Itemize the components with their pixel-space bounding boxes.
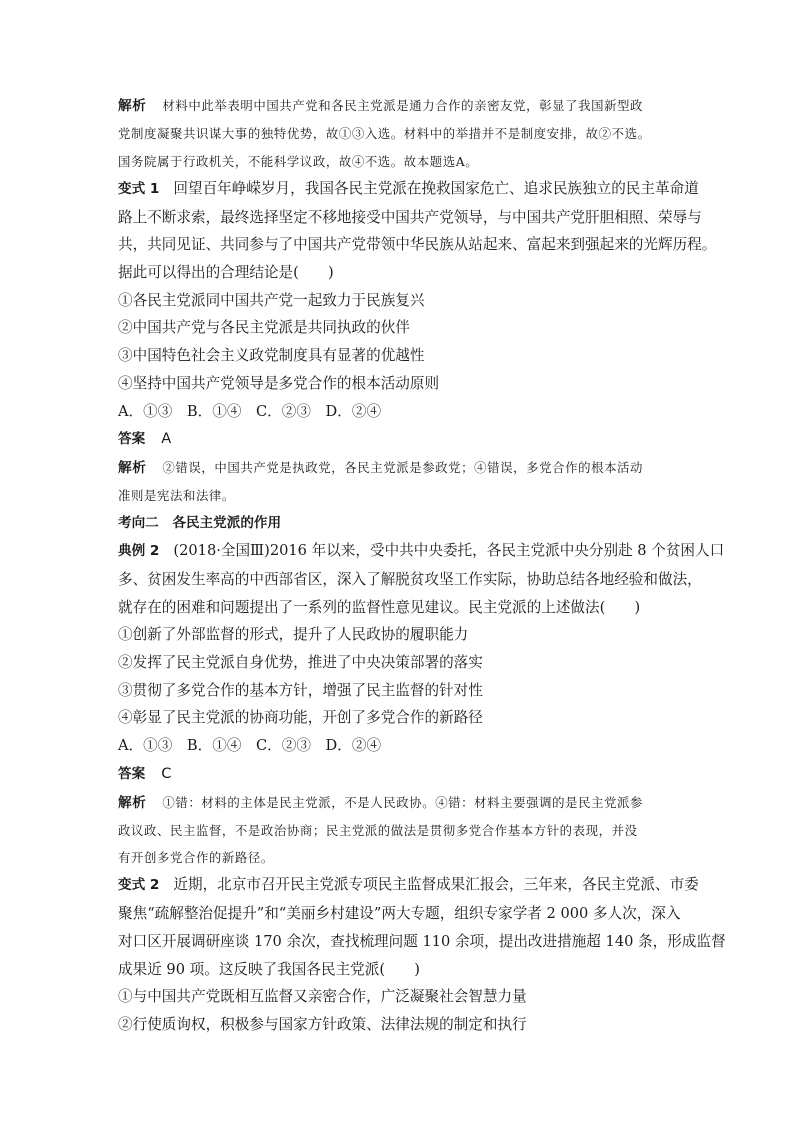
analysis-line: 解析 材料中此举表明中国共产党和各民主党派是通力合作的亲密友党，彰显了我国新型政 (118, 98, 644, 114)
answer-label: 答案 (118, 765, 146, 782)
option-item: ④彰显了民主党派的协商功能，开创了多党合作的新路径 (118, 709, 483, 727)
question-line: 聚焦“疏解整治促提升”和“美丽乡村建设”两大专题，组织专家学者 2 000 多人次，深入 (118, 905, 681, 923)
section-heading (118, 510, 688, 538)
option-item: ②发挥了民主党派自身优势，推进了中央决策部署的落实 (118, 654, 483, 672)
analysis-block-1 (118, 92, 688, 175)
example-label: 典例 2 (118, 543, 160, 560)
answer-label: 答案 (118, 431, 146, 448)
analysis-line: 政议政、民主监督，不是政治协商；民主党派的做法是贯彻多党合作基本方针的表现，并没 (118, 822, 638, 838)
choice-row: A．①③ B．①④ C．②③ D．②④ (118, 402, 382, 420)
option-item: ①与中国共产党既相互监督又亲密合作，广泛凝聚社会智慧力量 (118, 988, 527, 1006)
answer-value: A (161, 430, 172, 448)
option-item: ③贯彻了多党合作的基本方针，增强了民主监督的针对性 (118, 681, 483, 699)
variant-2-question (118, 871, 726, 1038)
document-page (118, 92, 726, 1039)
analysis-line: 准则是宪法和法律。 (118, 488, 235, 504)
variant-1-question (118, 175, 717, 454)
variant-1-analysis (118, 454, 688, 510)
question-line: 变式 2 近期，北京市召开民主党派专项民主监督成果汇报会，三年来，各民主党派、市委 (118, 876, 699, 894)
variant-label: 变式 2 (118, 877, 160, 894)
option-item: ④坚持中国共产党领导是多党合作的根本活动原则 (118, 374, 440, 392)
option-item: ①创新了外部监督的形式，提升了人民政协的履职能力 (118, 626, 469, 644)
question-line: 变式 1 回望百年峥嵘岁月，我国各民主党派在挽救国家危亡、追求民族独立的民主革命道 (118, 179, 699, 197)
answer-row (118, 425, 688, 454)
choice-row: A．①③ B．①④ C．②③ D．②④ (118, 737, 382, 755)
example-2-question (118, 537, 725, 788)
option-item: ①各民主党派同中国共产党一起致力于民族复兴 (118, 291, 425, 309)
analysis-label: 解析 (118, 459, 147, 476)
option-item: ③中国特色社会主义政党制度具有显著的优越性 (118, 347, 425, 365)
option-item: ②行使质询权，积极参与国家方针政策、法律法规的制定和执行 (118, 1015, 527, 1033)
question-line: 多、贫困发生率高的中西部省区，深入了解脱贫攻坚工作实际，协助总结各地经验和做法， (118, 570, 702, 588)
question-line: 对口区开展调研座谈 170 余次，查找梳理问题 110 余项，提出改进措施超 140 条，形成监督 (118, 932, 726, 950)
analysis-label: 解析 (118, 794, 147, 811)
direction-title: 考向二 各民主党派的作用 (118, 514, 282, 531)
question-line: 成果近 90 项。这反映了我国各民主党派( ) (118, 960, 420, 978)
analysis-line: 解析 ②错误，中国共产党是执政党，各民主党派是参政党；④错误，多党合作的根本活动 (118, 459, 644, 476)
analysis-line: 国务院属于行政机关，不能科学议政，故④不选。故本题选A。 (118, 153, 479, 169)
variant-label: 变式 1 (118, 180, 160, 197)
option-item: ②中国共产党与各民主党派是共同执政的伙伴 (118, 319, 410, 337)
example-2-analysis (118, 789, 688, 872)
question-line: 据此可以得出的合理结论是( ) (118, 264, 334, 281)
analysis-label: 解析 (118, 98, 147, 114)
answer-value: C (161, 764, 172, 782)
analysis-line: 党制度凝聚共识谋大事的独特优势，故①③入选。材料中的举措并不是制度安排，故②不选。 (118, 126, 651, 142)
question-line: 典例 2 (2018·全国Ⅲ)2016 年以来，受中共中央委托，各民主党派中央分别赴 8 个贫困人口 (118, 542, 725, 560)
question-line: 就存在的困难和问题提出了一系列的监督性意见建议。民主党派的上述做法( ) (118, 598, 641, 616)
question-line: 共，共同见证、共同参与了中国共产党带领中华民族从站起来、富起来到强起来的光辉历程。 (118, 236, 717, 254)
analysis-line: 有开创多党合作的新路径。 (118, 850, 274, 866)
answer-row (118, 760, 688, 789)
analysis-line: 解析 ①错：材料的主体是民主党派，不是人民政协。④错：材料主要强调的是民主党派参 (118, 794, 644, 811)
question-line: 路上不断求索，最终选择坚定不移地接受中国共产党领导，与中国共产党肝胆相照、荣辱与 (118, 208, 702, 226)
